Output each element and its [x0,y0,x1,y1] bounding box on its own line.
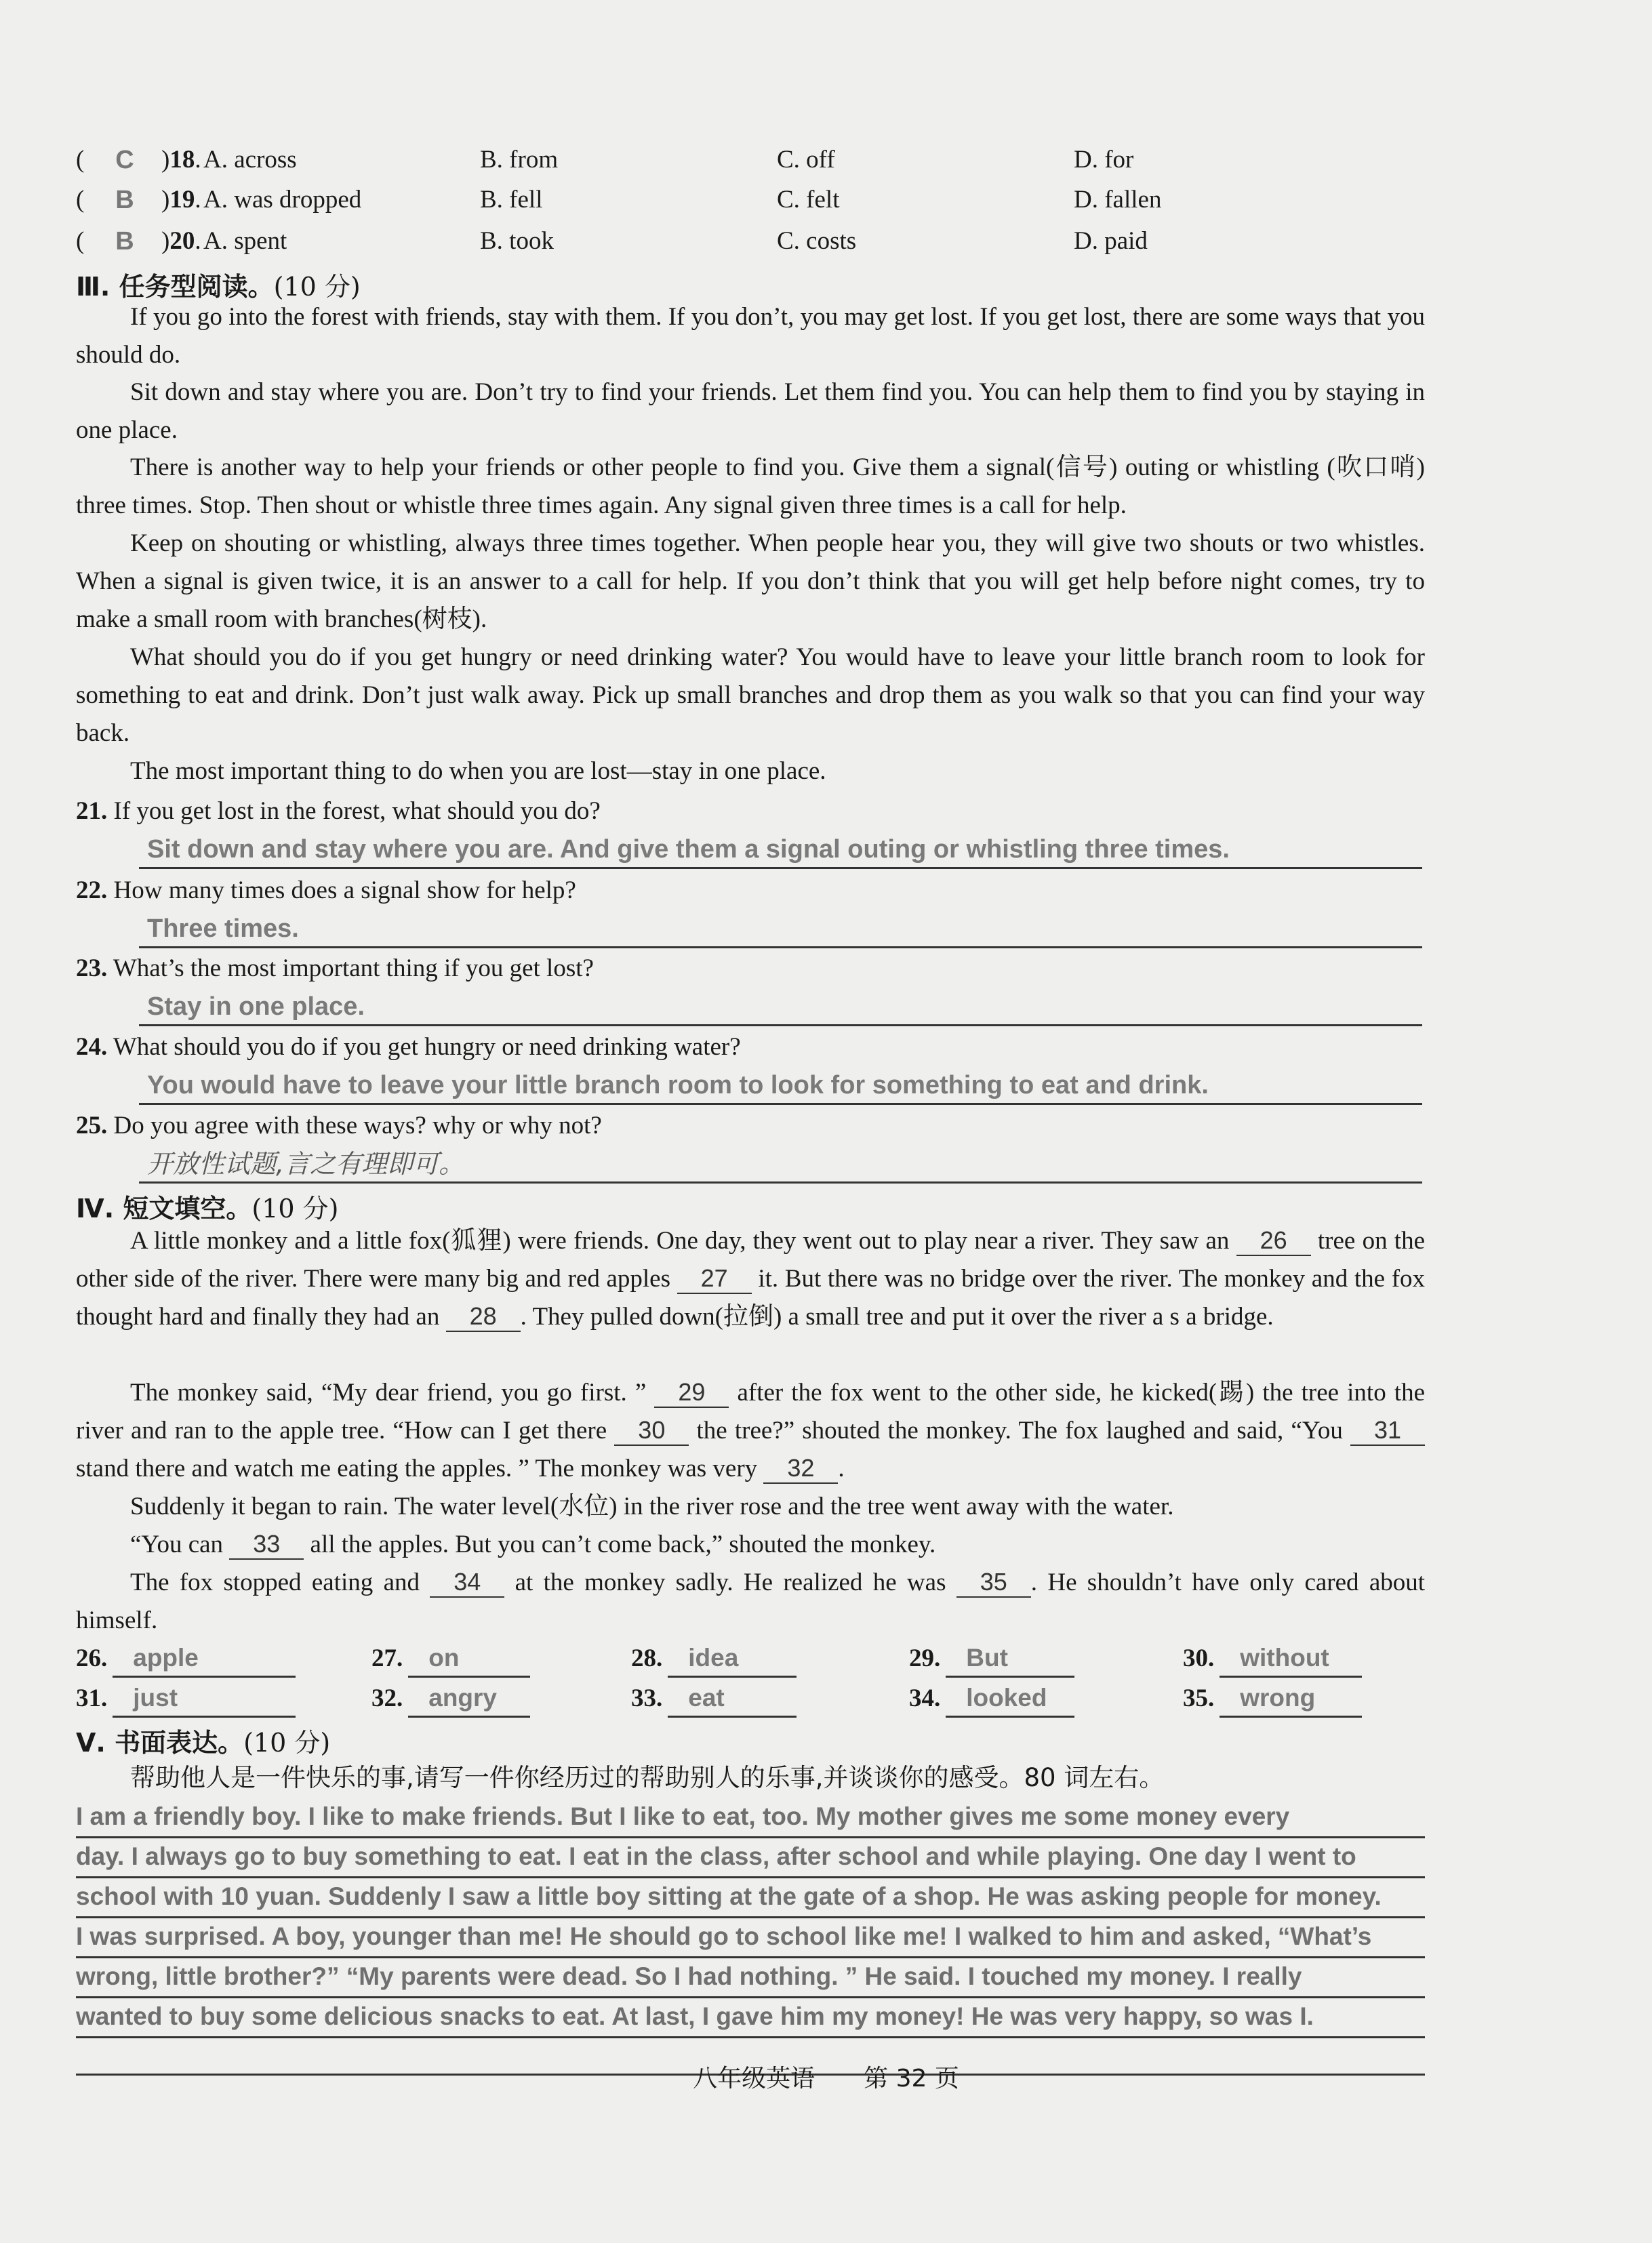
mc-row-18: ( C )18. A. across B. from C. off D. for [76,140,1432,180]
answer-35: 35. wrong [1183,1680,1362,1718]
mc-row-20: ( B )20. A. spent B. took C. costs D. paid [76,222,1432,261]
question-22: 22. How many times does a signal show for help? [76,876,576,904]
blank-32[interactable]: 32 [763,1454,838,1484]
cloze-paragraph-2: The monkey said, “My dear friend, you go first. ” 29 after the fox went to the other side, he kicked(踢) the tree into the river and ran to the apple tree. “How can I get there 30 the tree?” shouted the monkey. The fox laughed and said, “You 31 stand there and watch me eating the apples. ” The monkey was very 32 . [76,1378,1426,1482]
mc-number: 20 [169,227,195,255]
section-5-title: Ⅴ. 书面表达。(10 分) [76,1728,331,1758]
cloze-paragraph-3: Suddenly it began to rain. The water level(水位) in the river rose and the tree went away with the water. [130,1493,1174,1520]
mc-answer: B [115,186,134,214]
blank-27[interactable]: 27 [677,1264,752,1294]
essay-line-1[interactable]: I am a friendly boy. I like to make friends. But I like to eat, too. My mother gives me some money every [76,1798,1425,1838]
question-24: 24. What should you do if you get hungry or need drinking water? [76,1033,741,1061]
answer-line-23[interactable]: Stay in one place. [139,989,1422,1026]
mc-number: 18 [169,146,195,174]
mc-number: 19 [169,186,195,214]
answer-30: 30. without [1183,1640,1362,1678]
option-d: D. paid [1074,227,1148,255]
question-25: 25. Do you agree with these ways? why or why not? [76,1112,602,1139]
blank-33[interactable]: 33 [229,1530,304,1560]
essay-line-3[interactable]: school with 10 yuan. Suddenly I saw a little boy sitting at the gate of a shop. He was asking people for money. [76,1878,1425,1918]
mc-answer: C [115,146,134,174]
question-21: 21. If you get lost in the forest, what should you do? [76,797,601,825]
answer-line-21[interactable]: Sit down and stay where you are. And give them a signal outing or whistling three times. [139,832,1422,869]
blank-35[interactable]: 35 [956,1568,1031,1598]
option-b: B. took [480,227,554,255]
reading-paragraph-5: What should you do if you get hungry or need drinking water? You would have to leave your little branch room to look for something to eat and drink. Don’t just walk away. Pick up small branches and drop them as you walk so that you can find your way back. [76,643,1425,747]
essay-line-5[interactable]: wrong, little brother?” “My parents were dead. So I had nothing. ” He said. I touched my money. I really [76,1958,1425,1998]
mc-answer: B [115,227,134,256]
answer-line-25[interactable]: 开放性试题,言之有理即可。 [139,1146,1422,1184]
essay-line-2[interactable]: day. I always go to buy something to eat. I eat in the class, after school and while playing. One day I went to [76,1838,1425,1878]
reading-paragraph-4: Keep on shouting or whistling, always three times together. When people hear you, they will give two shouts or two whistles. When a signal is given twice, it is an answer to a call for help. If you don’t think that you will get help before night comes, try to make a small room with branches(树枝). [76,529,1425,633]
writing-prompt: 帮助他人是一件快乐的事,请写一件你经历过的帮助别人的乐事,并谈谈你的感受。80 词左右。 [130,1763,1165,1792]
cloze-paragraph-1: A little monkey and a little fox(狐狸) were friends. One day, they went out to play near a river. They saw an 26 tree on the other side of the river. There were many big and red apples 27 it. But there was no bridge over the river. The monkey and the fox thought hard and finally they had an 28 . They pulled down(拉倒) a small tree and put it over the river a s a bridge. [76,1226,1426,1331]
question-23: 23. What’s the most important thing if you get lost? [76,954,594,982]
blank-31[interactable]: 31 [1350,1416,1425,1446]
answer-29: 29. But [909,1640,1074,1678]
option-a: A. was dropped [203,186,362,214]
cloze-paragraph-4: “You can 33 all the apples. But you can’t come back,” shouted the monkey. [130,1530,936,1558]
mc-row-19: ( B )19. A. was dropped B. fell C. felt D. fallen [76,180,1432,220]
section-3-title: Ⅲ. 任务型阅读。(10 分) [76,272,361,302]
reading-paragraph-3: There is another way to help your friends or other people to find you. Give them a signal(信号) outing or whistling (吹口哨) three times. Stop. Then shout or whistle three times again. Any signal given three times is a call for help. [76,453,1425,519]
blank-29[interactable]: 29 [654,1378,729,1408]
option-c: C. off [777,146,835,174]
option-a: A. across [203,146,297,174]
cloze-paragraph-5: The fox stopped eating and 34 at the monkey sadly. He realized he was 35 . He shouldn’t have only cared about himself. [76,1568,1426,1634]
blank-28[interactable]: 28 [446,1302,521,1332]
answer-line-24[interactable]: You would have to leave your little branch room to look for something to eat and drink. [139,1068,1422,1105]
reading-paragraph-1: If you go into the forest with friends, stay with them. If you don’t, you may get lost. If you get lost, there are some ways that you should do. [76,303,1425,369]
answer-34: 34. looked [909,1680,1074,1718]
answer-27: 27. on [371,1640,530,1678]
answer-33: 33. eat [631,1680,797,1718]
blank-34[interactable]: 34 [430,1568,504,1598]
essay-line-4[interactable]: I was surprised. A boy, younger than me! He should go to school like me! I walked to him and asked, “What’s [76,1918,1425,1958]
blank-26[interactable]: 26 [1236,1226,1311,1256]
reading-paragraph-6: The most important thing to do when you are lost—stay in one place. [130,757,826,785]
answer-28: 28. idea [631,1640,797,1678]
essay-line-6[interactable]: wanted to buy some delicious snacks to eat. At last, I gave him my money! He was very happy, so was I. [76,1998,1425,2038]
option-d: D. fallen [1074,186,1162,214]
answer-31: 31. just [76,1680,296,1718]
page-footer: 八年级英语 第 32 页 [693,2065,959,2093]
option-d: D. for [1074,146,1134,174]
option-a: A. spent [203,227,287,255]
option-b: B. from [480,146,559,174]
answer-32: 32. angry [371,1680,530,1718]
option-b: B. fell [480,186,543,214]
blank-30[interactable]: 30 [614,1416,689,1446]
option-c: C. costs [777,227,857,255]
reading-paragraph-2: Sit down and stay where you are. Don’t try to find your friends. Let them find you. You can help them to find you by staying in one place. [76,378,1425,444]
answer-26: 26. apple [76,1640,296,1678]
answer-line-22[interactable]: Three times. [139,911,1422,948]
section-4-title: Ⅳ. 短文填空。(10 分) [76,1194,339,1224]
option-c: C. felt [777,186,840,214]
